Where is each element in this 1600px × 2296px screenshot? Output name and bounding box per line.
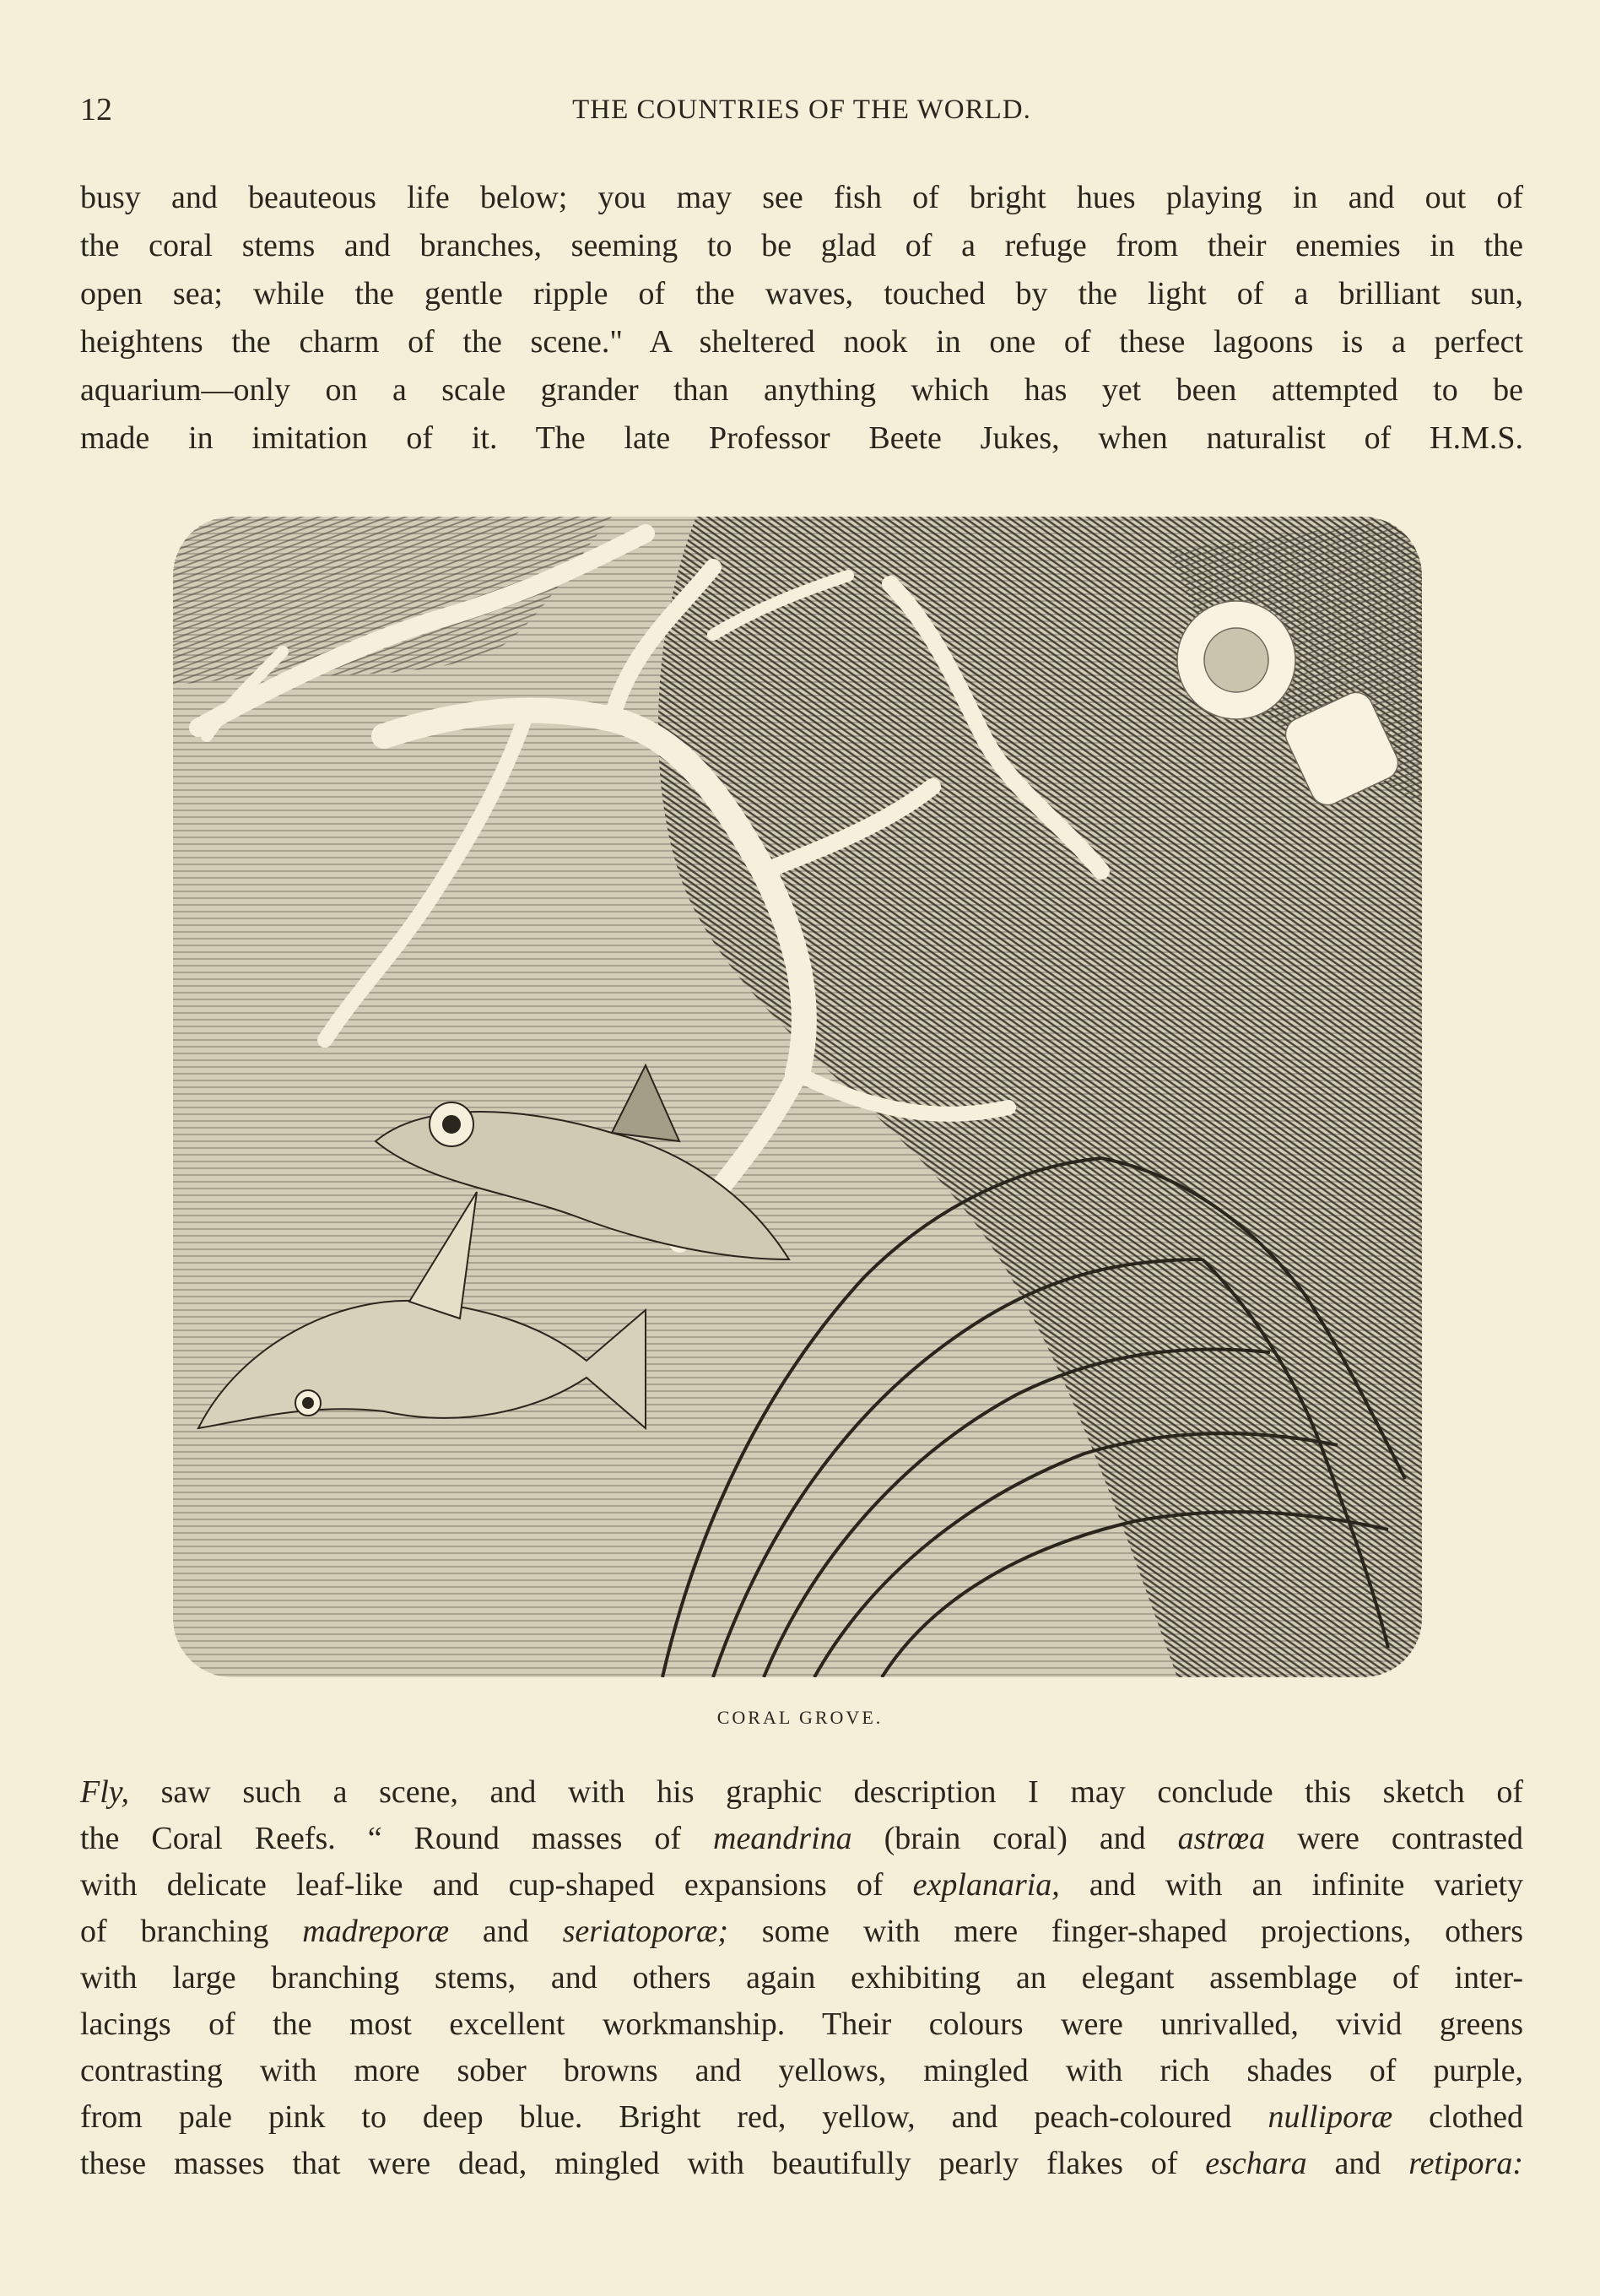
text-line: lacings of the most excellent workmanship. Their colours were unrivalled, vivid greens bbox=[80, 2006, 1523, 2042]
text-line: busy and beauteous life below; you may see fish of bright hues playing in and out of bbox=[80, 180, 1523, 215]
engraving-illustration bbox=[173, 517, 1422, 1677]
page-number: 12 bbox=[80, 92, 112, 127]
coral-grove-engraving bbox=[173, 517, 1422, 1677]
text-line: made in imitation of it. The late Professor Beete Jukes, when naturalist of H.M.S. bbox=[80, 420, 1523, 456]
figure-caption: CORAL GROVE. bbox=[716, 1707, 884, 1728]
text-run: some with mere finger-shaped projections, others bbox=[727, 1914, 1523, 1949]
text-line bbox=[80, 1909, 1523, 1955]
text-run: with delicate leaf-like and cup-shaped expansions of bbox=[80, 1867, 913, 1903]
italic-text: seriatoporæ; bbox=[562, 1914, 728, 1949]
italic-text: retipora: bbox=[1408, 2146, 1523, 2181]
text-run: these masses that were dead, mingled with beautifully pearly flakes of bbox=[80, 2146, 1206, 2181]
italic-text: Fly, bbox=[80, 1774, 130, 1810]
text-run: were contrasted bbox=[1265, 1821, 1523, 1856]
text-run: and bbox=[449, 1914, 563, 1949]
page-header bbox=[80, 91, 1523, 133]
text-run: the Coral Reefs. “ Round masses of bbox=[80, 1821, 713, 1856]
text-line bbox=[80, 1769, 1523, 1816]
text-run: (brain coral) and bbox=[851, 1821, 1178, 1856]
text-line: the coral stems and branches, seeming to be glad of a refuge from their enemies in the bbox=[80, 228, 1523, 263]
italic-text: eschara bbox=[1205, 2146, 1307, 2181]
running-title: THE COUNTRIES OF THE WORLD. bbox=[572, 95, 1031, 125]
text-line: open sea; while the gentle ripple of the waves, touched by the light of a brilliant sun, bbox=[80, 276, 1523, 311]
text-line bbox=[80, 2141, 1523, 2187]
paragraph-bottom bbox=[80, 1769, 1523, 2187]
italic-text: astrœa bbox=[1177, 1821, 1266, 1856]
text-line: heightens the charm of the scene." A sheltered nook in one of these lagoons is a perfect bbox=[80, 324, 1523, 360]
text-line bbox=[80, 1862, 1523, 1909]
text-run: clothed bbox=[1392, 2099, 1523, 2135]
text-run: of branching bbox=[80, 1914, 303, 1949]
text-run: saw such a scene, and with his graphic description I may conclude this sketch of bbox=[129, 1774, 1523, 1810]
text-line bbox=[80, 2094, 1523, 2141]
text-line: with large branching stems, and others again exhibiting an elegant assemblage of inter- bbox=[80, 1960, 1523, 1995]
paragraph-top bbox=[80, 174, 1523, 463]
text-run: and with an infinite variety bbox=[1059, 1867, 1524, 1903]
italic-text: nulliporæ bbox=[1268, 2099, 1393, 2135]
text-line bbox=[80, 1816, 1523, 1862]
text-run: from pale pink to deep blue. Bright red, yellow, and peach-coloured bbox=[80, 2099, 1268, 2135]
italic-text: meandrina bbox=[713, 1821, 852, 1856]
italic-text: madreporæ bbox=[302, 1914, 450, 1949]
italic-text: explanaria, bbox=[912, 1867, 1060, 1903]
text-line: contrasting with more sober browns and yellows, mingled with rich shades of purple, bbox=[80, 2053, 1523, 2088]
text-run: and bbox=[1306, 2146, 1409, 2181]
text-line: aquarium—only on a scale grander than anything which has yet been attempted to be bbox=[80, 372, 1523, 408]
